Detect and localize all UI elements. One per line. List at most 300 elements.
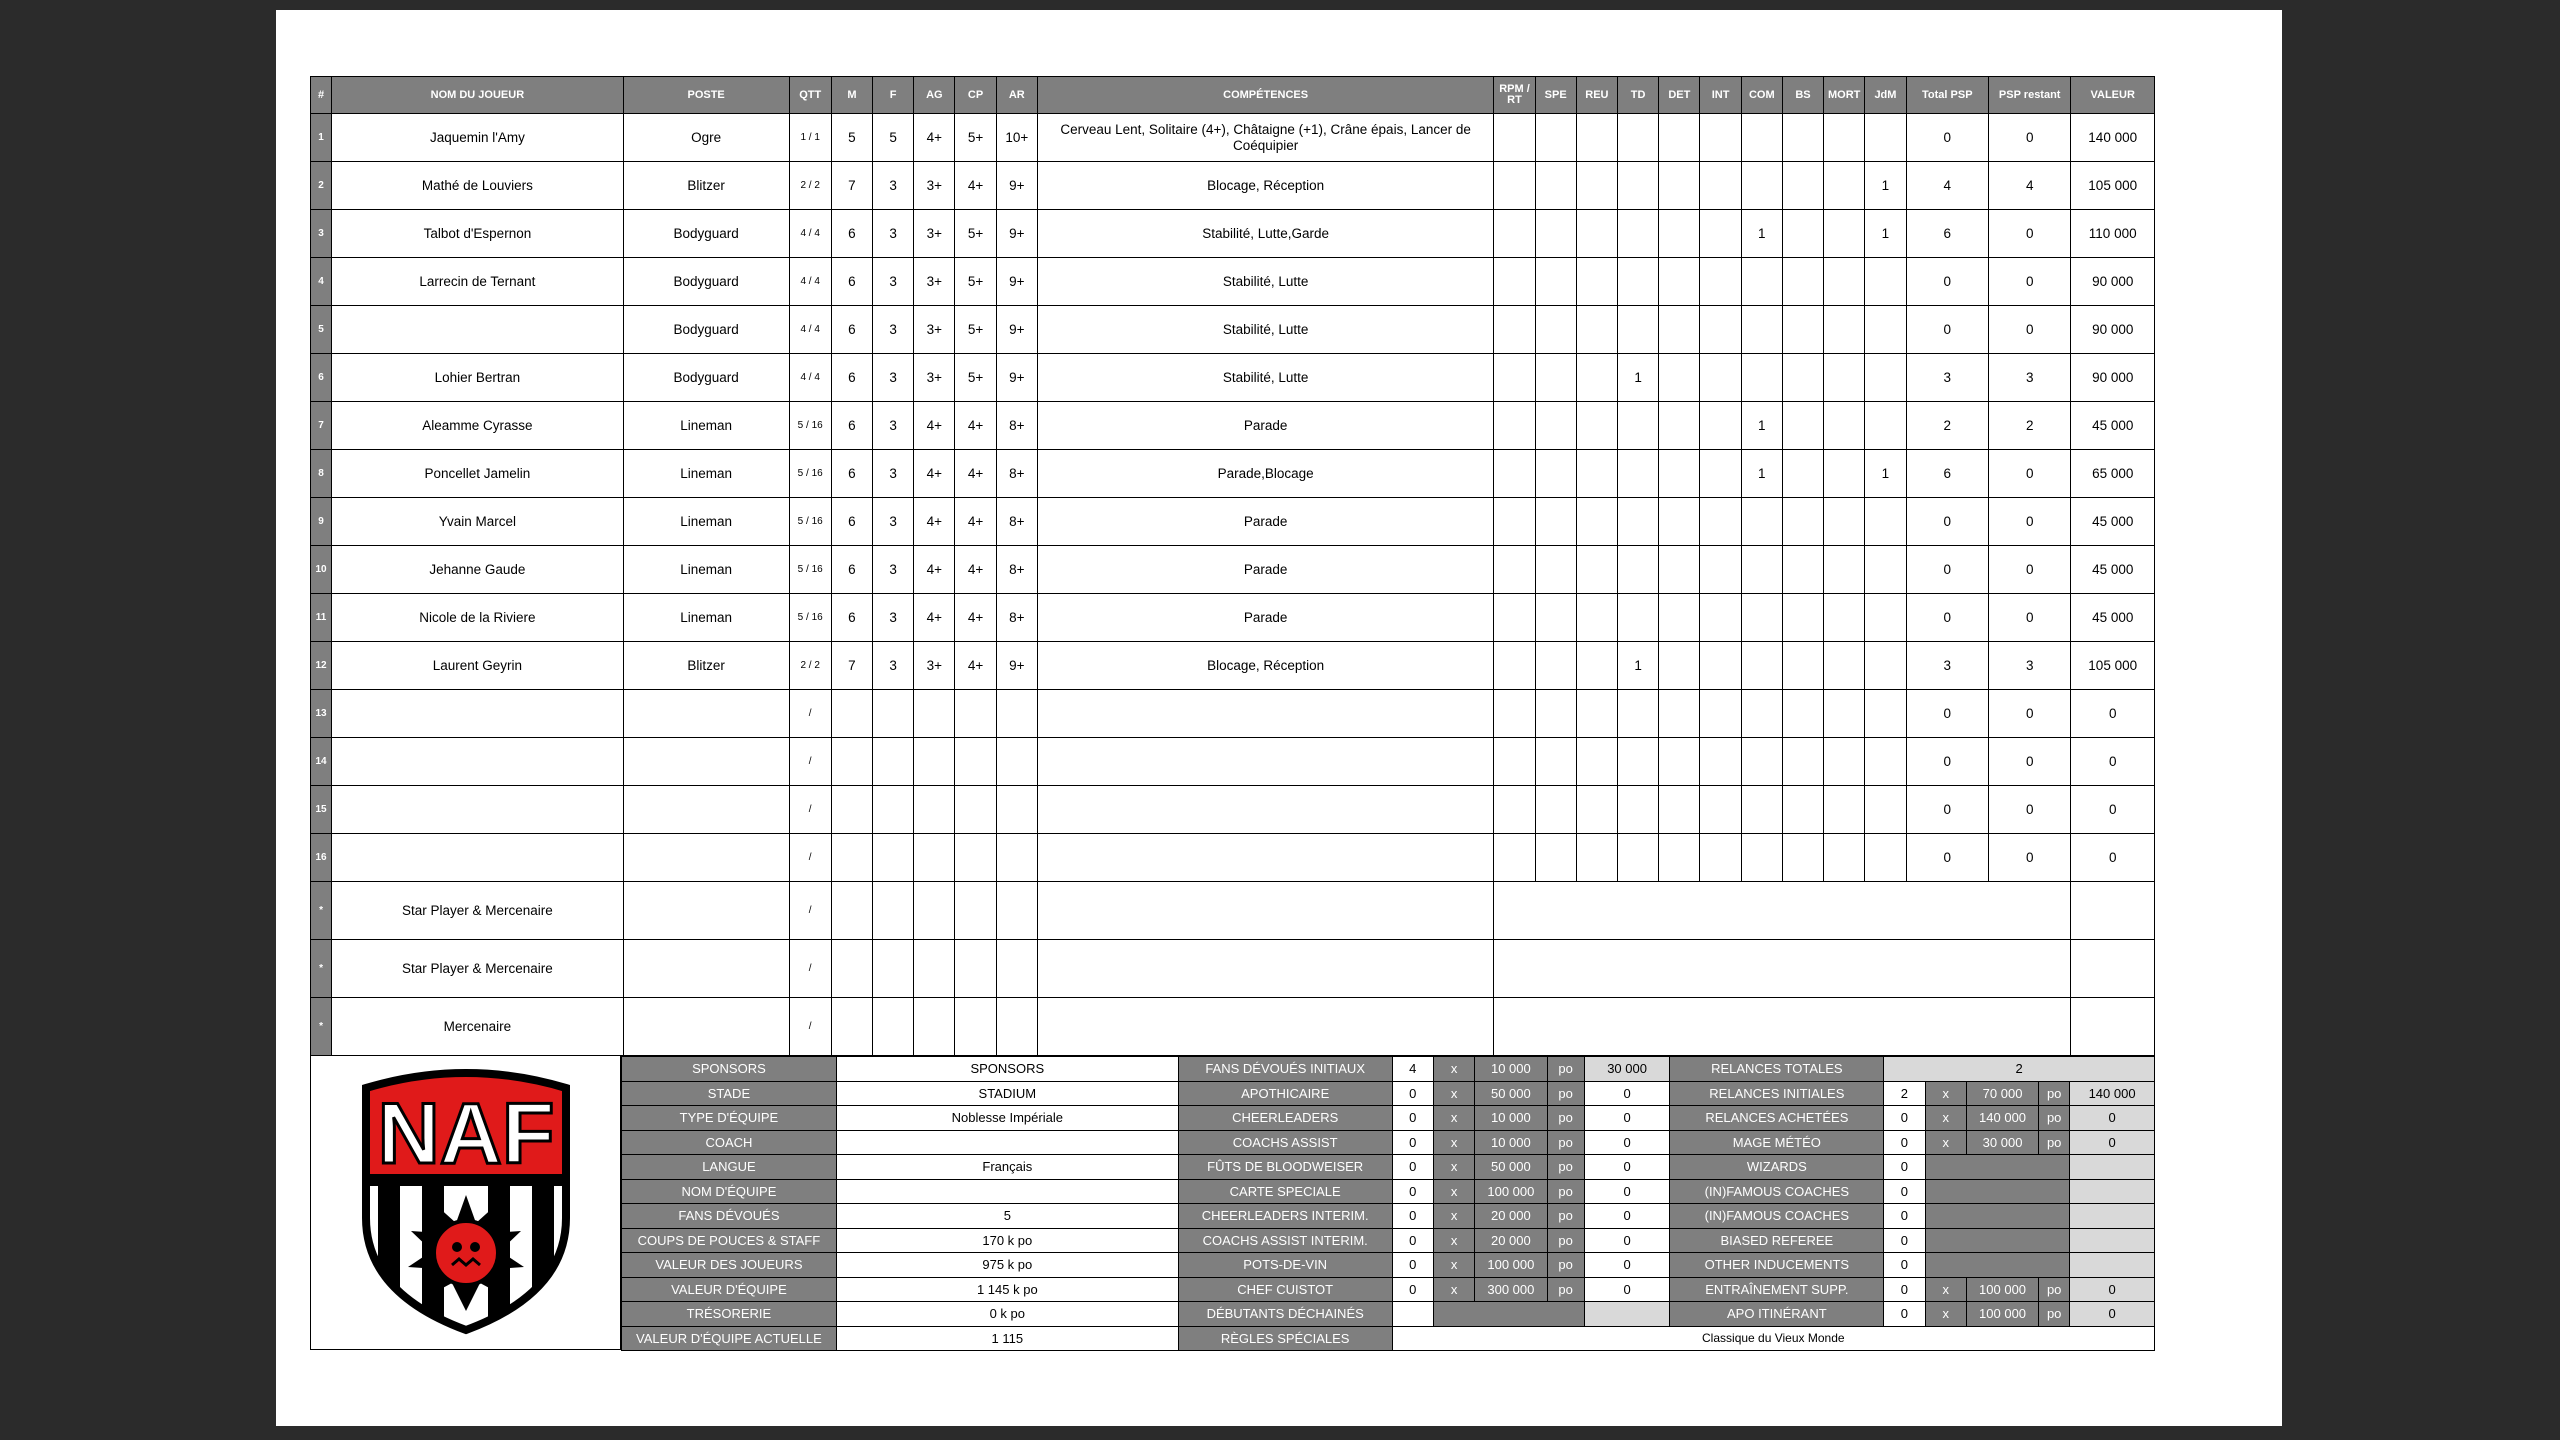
stat-cell [914, 882, 955, 940]
staff-qty: 0 [1392, 1155, 1433, 1180]
info-row [622, 1179, 2155, 1204]
stat-jdm [1865, 402, 1906, 450]
staff-total: 0 [1584, 1277, 1670, 1302]
psp-remaining: 0 [1988, 210, 2070, 258]
staff-total: 0 [1584, 1130, 1670, 1155]
stat-int [1700, 498, 1741, 546]
team-info-value: 1 145 k po [836, 1277, 1178, 1302]
team-info-label: VALEUR D'ÉQUIPE [622, 1277, 837, 1302]
team-info-value: 170 k po [836, 1228, 1178, 1253]
player-value: 45 000 [2071, 594, 2155, 642]
stat-int [1700, 834, 1741, 882]
stat-reu [1576, 354, 1617, 402]
stat-rpm [1494, 210, 1535, 258]
staff-x: x [1433, 1277, 1474, 1302]
total-psp: 0 [1906, 690, 1988, 738]
staff-qty [1392, 1302, 1433, 1327]
player-value [2071, 940, 2155, 998]
stat-ar: 8+ [996, 546, 1037, 594]
team-info-label: TYPE D'ÉQUIPE [622, 1106, 837, 1131]
star-player-row [311, 998, 2155, 1056]
stat-bs [1782, 834, 1823, 882]
team-info-value: 975 k po [836, 1253, 1178, 1278]
stat-com: 1 [1741, 210, 1782, 258]
stat-det [1659, 402, 1700, 450]
psp-remaining: 0 [1988, 498, 2070, 546]
stat-m: 6 [831, 594, 872, 642]
player-number: 9 [311, 498, 332, 546]
player-position: Blitzer [623, 642, 789, 690]
stat-td [1618, 162, 1659, 210]
stat-mort [1824, 690, 1865, 738]
col-header: REU [1576, 77, 1617, 114]
stat-spe [1535, 498, 1576, 546]
col-header: INT [1700, 77, 1741, 114]
stat-int [1700, 786, 1741, 834]
table-row [311, 498, 2155, 546]
stat-cell [914, 940, 955, 998]
stat-cell [955, 940, 996, 998]
player-name: Nicole de la Riviere [332, 594, 624, 642]
stat-cell [955, 882, 996, 940]
reroll-sum [2070, 1228, 2155, 1253]
table-row [311, 354, 2155, 402]
info-row [622, 1228, 2155, 1253]
player-qty: 5 / 16 [789, 402, 831, 450]
player-qty: 4 / 4 [789, 354, 831, 402]
staff-qty: 0 [1392, 1277, 1433, 1302]
player-skills [1037, 882, 1493, 940]
table-row [311, 834, 2155, 882]
stat-rpm [1494, 642, 1535, 690]
stat-ag [914, 786, 955, 834]
stat-bs [1782, 642, 1823, 690]
player-name: Laurent Geyrin [332, 642, 624, 690]
stat-det [1659, 690, 1700, 738]
stat-cell [996, 882, 1037, 940]
team-info-body [622, 1057, 2155, 1351]
player-qty: / [789, 738, 831, 786]
psp-remaining: 0 [1988, 546, 2070, 594]
total-psp: 3 [1906, 354, 1988, 402]
stat-cp: 4+ [955, 546, 996, 594]
player-qty: 4 / 4 [789, 306, 831, 354]
staff-price: 10 000 [1475, 1106, 1547, 1131]
stat-m: 7 [831, 162, 872, 210]
stat-ar: 9+ [996, 354, 1037, 402]
roster-table [310, 76, 2155, 1056]
stat-td [1618, 402, 1659, 450]
reroll-sum [2070, 1179, 2155, 1204]
reroll-price: 100 000 [1966, 1302, 2038, 1327]
reroll-empty [1925, 1228, 2070, 1253]
staff-x: x [1433, 1130, 1474, 1155]
stat-f: 3 [873, 162, 914, 210]
staff-x: x [1433, 1204, 1474, 1229]
reroll-x: x [1925, 1302, 1966, 1327]
staff-price: 20 000 [1475, 1228, 1547, 1253]
reroll-po: po [2039, 1106, 2070, 1131]
staff-po: po [1547, 1277, 1584, 1302]
reroll-label: (IN)FAMOUS COACHES [1670, 1204, 1884, 1229]
stat-jdm: 1 [1865, 450, 1906, 498]
reroll-po: po [2039, 1081, 2070, 1106]
staff-total: 0 [1584, 1081, 1670, 1106]
reroll-sum [2070, 1253, 2155, 1278]
stat-int [1700, 402, 1741, 450]
player-value: 45 000 [2071, 546, 2155, 594]
table-row [311, 162, 2155, 210]
stat-det [1659, 642, 1700, 690]
stat-reu [1576, 162, 1617, 210]
special-rules-value: Classique du Vieux Monde [1392, 1326, 2154, 1351]
player-position: Lineman [623, 546, 789, 594]
team-info-label: SPONSORS [622, 1057, 837, 1082]
psp-remaining: 0 [1988, 450, 2070, 498]
stat-td [1618, 546, 1659, 594]
player-position [623, 786, 789, 834]
player-qty: 4 / 4 [789, 258, 831, 306]
player-qty: 5 / 16 [789, 594, 831, 642]
player-value: 0 [2071, 690, 2155, 738]
total-psp: 0 [1906, 738, 1988, 786]
reroll-label: RELANCES ACHETÉES [1670, 1106, 1884, 1131]
stat-td [1618, 498, 1659, 546]
staff-qty: 0 [1392, 1106, 1433, 1131]
reroll-qty: 0 [1884, 1155, 1925, 1180]
reroll-x: x [1925, 1106, 1966, 1131]
player-name: Talbot d'Espernon [332, 210, 624, 258]
stat-int [1700, 306, 1741, 354]
staff-x: x [1433, 1228, 1474, 1253]
stat-jdm [1865, 114, 1906, 162]
reroll-label: RELANCES TOTALES [1670, 1057, 1884, 1082]
stat-f [873, 690, 914, 738]
reroll-label: RELANCES INITIALES [1670, 1081, 1884, 1106]
col-header: F [873, 77, 914, 114]
reroll-qty: 0 [1884, 1204, 1925, 1229]
roster-sheet-page [276, 10, 2282, 1426]
player-skills [1037, 998, 1493, 1056]
reroll-qty: 0 [1884, 1277, 1925, 1302]
team-info-label: NOM D'ÉQUIPE [622, 1179, 837, 1204]
player-number: 12 [311, 642, 332, 690]
player-name: Star Player & Mercenaire [332, 940, 624, 998]
stats-block [1494, 940, 2071, 998]
stat-ag: 3+ [914, 354, 955, 402]
stat-com [1741, 594, 1782, 642]
player-position: Lineman [623, 450, 789, 498]
player-skills: Parade,Blocage [1037, 450, 1493, 498]
stat-det [1659, 114, 1700, 162]
reroll-qty: 0 [1884, 1130, 1925, 1155]
player-name: Larrecin de Ternant [332, 258, 624, 306]
stat-det [1659, 258, 1700, 306]
stat-bs [1782, 210, 1823, 258]
stat-com [1741, 258, 1782, 306]
stat-m: 6 [831, 258, 872, 306]
staff-label: COACHS ASSIST [1178, 1130, 1392, 1155]
stat-reu [1576, 210, 1617, 258]
reroll-po: po [2039, 1302, 2070, 1327]
reroll-empty [1925, 1179, 2070, 1204]
stat-m: 5 [831, 114, 872, 162]
stat-rpm [1494, 546, 1535, 594]
stat-ag [914, 690, 955, 738]
player-value: 105 000 [2071, 162, 2155, 210]
stat-m: 6 [831, 546, 872, 594]
table-row [311, 642, 2155, 690]
stat-com [1741, 738, 1782, 786]
player-number: 11 [311, 594, 332, 642]
stat-m [831, 834, 872, 882]
player-value: 105 000 [2071, 642, 2155, 690]
stat-spe [1535, 162, 1576, 210]
player-number: 1 [311, 114, 332, 162]
stat-rpm [1494, 690, 1535, 738]
stat-ag [914, 834, 955, 882]
player-skills [1037, 690, 1493, 738]
total-psp: 0 [1906, 834, 1988, 882]
reroll-po: po [2039, 1277, 2070, 1302]
stat-cell [996, 998, 1037, 1056]
reroll-sum: 140 000 [2070, 1081, 2155, 1106]
team-info-label: COACH [622, 1130, 837, 1155]
player-position [623, 690, 789, 738]
staff-label: APOTHICAIRE [1178, 1081, 1392, 1106]
reroll-price: 70 000 [1966, 1081, 2038, 1106]
total-psp: 0 [1906, 594, 1988, 642]
special-rules-label: RÈGLES SPÉCIALES [1178, 1326, 1392, 1351]
staff-price: 300 000 [1475, 1277, 1547, 1302]
player-name: Lohier Bertran [332, 354, 624, 402]
stat-int [1700, 546, 1741, 594]
player-position [623, 940, 789, 998]
player-position: Lineman [623, 594, 789, 642]
stat-com [1741, 306, 1782, 354]
stat-cell [831, 882, 872, 940]
player-value: 90 000 [2071, 306, 2155, 354]
player-number: 4 [311, 258, 332, 306]
player-name: Aleamme Cyrasse [332, 402, 624, 450]
stat-spe [1535, 402, 1576, 450]
team-info-value [836, 1130, 1178, 1155]
stat-cp: 4+ [955, 402, 996, 450]
player-position: Bodyguard [623, 354, 789, 402]
stat-int [1700, 690, 1741, 738]
staff-po: po [1547, 1228, 1584, 1253]
table-row [311, 114, 2155, 162]
reroll-qty: 0 [1884, 1228, 1925, 1253]
player-qty: 4 / 4 [789, 210, 831, 258]
player-skills: Stabilité, Lutte [1037, 354, 1493, 402]
player-skills: Blocage, Réception [1037, 642, 1493, 690]
player-skills [1037, 786, 1493, 834]
staff-label: CHEERLEADERS [1178, 1106, 1392, 1131]
player-skills: Parade [1037, 402, 1493, 450]
stat-spe [1535, 450, 1576, 498]
stat-ag [914, 738, 955, 786]
reroll-x: x [1925, 1277, 1966, 1302]
reroll-label: MAGE MÉTÉO [1670, 1130, 1884, 1155]
stat-reu [1576, 450, 1617, 498]
stat-int [1700, 642, 1741, 690]
stat-m: 6 [831, 210, 872, 258]
total-psp: 4 [1906, 162, 1988, 210]
player-number: 14 [311, 738, 332, 786]
stat-f: 3 [873, 594, 914, 642]
stat-det [1659, 738, 1700, 786]
player-qty: / [789, 786, 831, 834]
stat-com [1741, 498, 1782, 546]
player-number: * [311, 940, 332, 998]
team-info-value: 0 k po [836, 1302, 1178, 1327]
stat-jdm [1865, 498, 1906, 546]
stat-reu [1576, 546, 1617, 594]
psp-remaining: 0 [1988, 786, 2070, 834]
stat-bs [1782, 594, 1823, 642]
player-skills: Stabilité, Lutte,Garde [1037, 210, 1493, 258]
stat-ag: 4+ [914, 450, 955, 498]
stat-bs [1782, 786, 1823, 834]
stat-int [1700, 210, 1741, 258]
stat-rpm [1494, 354, 1535, 402]
info-row [622, 1081, 2155, 1106]
reroll-label: APO ITINÉRANT [1670, 1302, 1884, 1327]
stat-f: 5 [873, 114, 914, 162]
table-row [311, 594, 2155, 642]
stat-cp: 4+ [955, 450, 996, 498]
reroll-empty [1925, 1155, 2070, 1180]
stat-cell [831, 998, 872, 1056]
psp-remaining: 0 [1988, 834, 2070, 882]
col-header: AG [914, 77, 955, 114]
staff-po: po [1547, 1106, 1584, 1131]
stat-mort [1824, 738, 1865, 786]
stat-ar [996, 738, 1037, 786]
stat-bs [1782, 306, 1823, 354]
staff-price: 100 000 [1475, 1253, 1547, 1278]
stat-mort [1824, 258, 1865, 306]
stat-cp: 5+ [955, 210, 996, 258]
staff-label: COACHS ASSIST INTERIM. [1178, 1228, 1392, 1253]
stat-td [1618, 210, 1659, 258]
stat-cp: 5+ [955, 354, 996, 402]
stat-ar [996, 786, 1037, 834]
reroll-empty [1925, 1253, 2070, 1278]
svg-text:NAF: NAF [377, 1085, 554, 1182]
stat-int [1700, 162, 1741, 210]
team-summary [310, 1056, 2155, 1351]
staff-total [1584, 1302, 1670, 1327]
stat-spe [1535, 354, 1576, 402]
player-name: Poncellet Jamelin [332, 450, 624, 498]
staff-total: 30 000 [1584, 1057, 1670, 1082]
stat-jdm [1865, 738, 1906, 786]
stat-cp: 5+ [955, 258, 996, 306]
reroll-qty: 0 [1884, 1179, 1925, 1204]
stat-f [873, 738, 914, 786]
staff-qty: 4 [1392, 1057, 1433, 1082]
stat-ar: 9+ [996, 162, 1037, 210]
stat-spe [1535, 738, 1576, 786]
stat-cp [955, 738, 996, 786]
player-value [2071, 882, 2155, 940]
player-number: 10 [311, 546, 332, 594]
table-row [311, 258, 2155, 306]
stat-bs [1782, 738, 1823, 786]
info-row [622, 1155, 2155, 1180]
player-name: Star Player & Mercenaire [332, 882, 624, 940]
player-position [623, 998, 789, 1056]
player-skills: Parade [1037, 546, 1493, 594]
staff-po: po [1547, 1204, 1584, 1229]
stat-f [873, 834, 914, 882]
player-name [332, 690, 624, 738]
stat-cp: 4+ [955, 594, 996, 642]
stat-ar: 8+ [996, 594, 1037, 642]
player-position: Bodyguard [623, 210, 789, 258]
stat-reu [1576, 594, 1617, 642]
stat-det [1659, 594, 1700, 642]
player-number: 2 [311, 162, 332, 210]
stat-m: 6 [831, 450, 872, 498]
player-value: 110 000 [2071, 210, 2155, 258]
total-psp: 0 [1906, 786, 1988, 834]
staff-po: po [1547, 1155, 1584, 1180]
reroll-empty [1925, 1204, 2070, 1229]
player-qty: 1 / 1 [789, 114, 831, 162]
stat-com [1741, 834, 1782, 882]
team-info-label: STADE [622, 1081, 837, 1106]
stat-f: 3 [873, 642, 914, 690]
team-info-value [836, 1179, 1178, 1204]
player-value: 0 [2071, 738, 2155, 786]
stat-td [1618, 786, 1659, 834]
stat-cp: 5+ [955, 306, 996, 354]
naf-logo [310, 1056, 621, 1350]
col-header: PSP restant [1988, 77, 2070, 114]
stat-rpm [1494, 162, 1535, 210]
staff-total: 0 [1584, 1204, 1670, 1229]
col-header: JdM [1865, 77, 1906, 114]
stat-cell [831, 940, 872, 998]
reroll-label: (IN)FAMOUS COACHES [1670, 1179, 1884, 1204]
player-position: Lineman [623, 498, 789, 546]
stat-ag: 4+ [914, 402, 955, 450]
team-info-value: 1 115 [836, 1326, 1178, 1351]
stat-cell [873, 940, 914, 998]
staff-po: po [1547, 1179, 1584, 1204]
staff-qty: 0 [1392, 1081, 1433, 1106]
stat-m: 6 [831, 498, 872, 546]
stat-det [1659, 546, 1700, 594]
stat-cell [996, 940, 1037, 998]
stat-int [1700, 738, 1741, 786]
staff-total: 0 [1584, 1253, 1670, 1278]
stat-spe [1535, 594, 1576, 642]
total-psp: 6 [1906, 450, 1988, 498]
stat-jdm [1865, 546, 1906, 594]
stat-jdm [1865, 594, 1906, 642]
player-qty: / [789, 940, 831, 998]
player-skills: Stabilité, Lutte [1037, 258, 1493, 306]
stat-td [1618, 594, 1659, 642]
staff-qty: 0 [1392, 1253, 1433, 1278]
staff-qty: 0 [1392, 1228, 1433, 1253]
stat-jdm [1865, 258, 1906, 306]
psp-remaining: 0 [1988, 594, 2070, 642]
